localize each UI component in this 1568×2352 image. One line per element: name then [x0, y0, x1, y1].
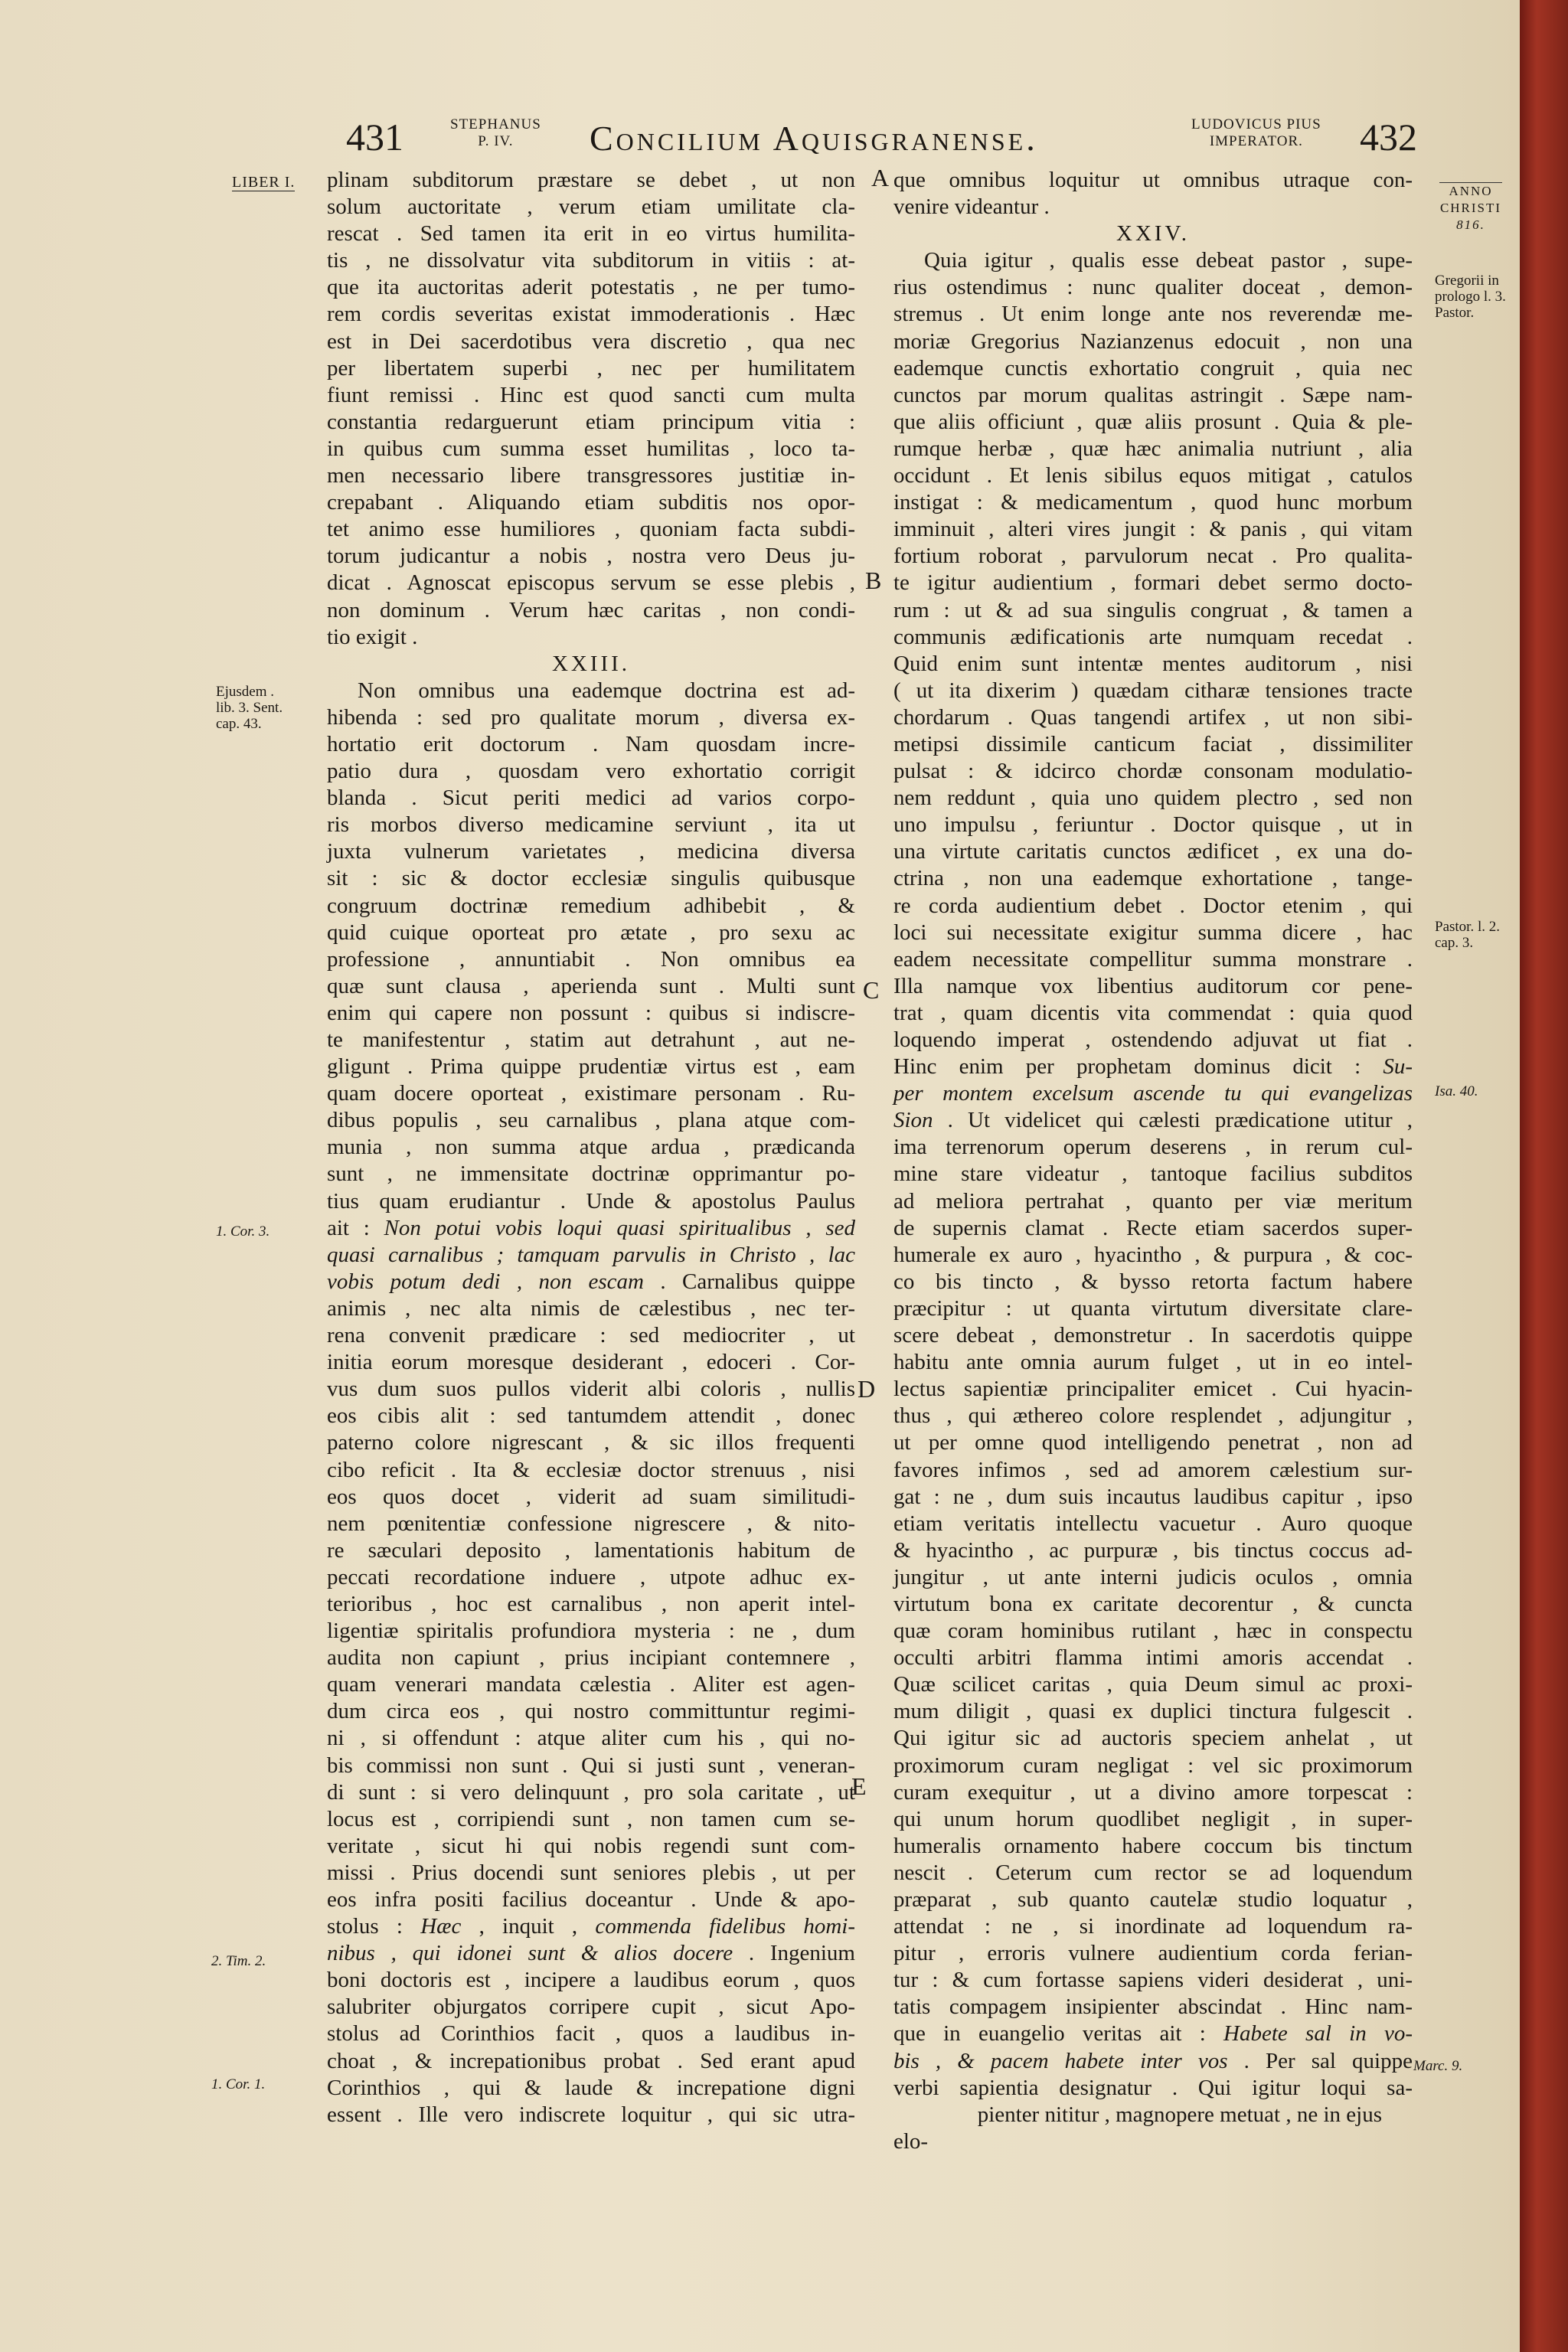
section-letter-d: D: [858, 1375, 876, 1403]
text-line: una virtute caritatis cunctos ædificet , ex una do-: [893, 839, 1413, 864]
page-number-left: 431: [346, 116, 403, 158]
margin-note-line: Pastor.: [1435, 305, 1475, 321]
text-line: nem reddunt , quia uno quidem plectro , sed non: [893, 786, 1413, 811]
text-line: eadem necessitate compellitur summa monstrare .: [893, 946, 1413, 972]
margin-note-line: cap. 3.: [1435, 935, 1474, 951]
running-head-right: [1191, 116, 1321, 150]
text-line: lectus sapientiæ principaliter emicet . Cui hyacin-: [893, 1377, 1413, 1402]
text-line: tatis compagem insipienter abscindat . Hinc nam-: [893, 1994, 1413, 2020]
text-line: terioribus , hoc est carnalibus , non aperit intel-: [327, 1591, 855, 1616]
text-line: jungitur , ut ante interni judicis oculos , omnia: [893, 1564, 1413, 1589]
text-line: choat , & increpationibus probat . Sed erant apud: [327, 2048, 855, 2073]
text-line: rum : ut & ad sua singulis congruat , & tamen a: [893, 597, 1413, 622]
text-line: tis , ne dissolvatur vita subditorum in vitiis : at-: [327, 248, 855, 273]
text-line: Sion . Ut videlicet qui cælesti prædicatione utitur ,: [893, 1108, 1413, 1133]
margin-note-tim: 2. Tim. 2.: [211, 1953, 266, 1969]
text-line: gligunt . Prima quippe prudentiæ virtus est , eam: [327, 1054, 855, 1080]
text-line: cibo reficit . Ita & ecclesiæ doctor strenuus , nisi: [327, 1457, 855, 1482]
text-line: quæ sunt clausa , aperienda sunt . Multi sunt: [327, 973, 855, 998]
section-letter-e: E: [851, 1772, 867, 1800]
margin-note-line: Ejusdem .: [216, 684, 274, 700]
text-line: nescit . Ceterum cum rector se ad loquendum: [893, 1860, 1413, 1885]
text-line: rena convenit prædicare : sed mediocriter , ut: [327, 1323, 855, 1348]
margin-note-gregorii: [1435, 273, 1506, 321]
text-line: re corda audientium debet . Doctor etenim , qui: [893, 893, 1413, 918]
margin-note-pastor: [1435, 919, 1500, 951]
text-line: eos infra positi facilius doceantur . Unde & apo-: [327, 1887, 855, 1912]
text-line: pitur , erroris vulnere audientium corda ferian-: [893, 1941, 1413, 1966]
margin-note-line: Gregorii in: [1435, 273, 1499, 289]
text-line: communis ædificationis arte numquam recedat .: [893, 624, 1413, 649]
text-column-left: [327, 167, 855, 2128]
text-line: trat , quam dicentis vita commendat : quia quod: [893, 1000, 1413, 1025]
book-spine-edge: [1520, 0, 1568, 2352]
text-line: occidunt . Et lenis sibilus equos mitigat , catulos: [893, 463, 1413, 488]
text-line: Quia igitur , qualis esse debeat pastor , supe-: [924, 248, 1413, 273]
text-line: mum diligit , quasi ex duplici tinctura fulgescit .: [893, 1699, 1413, 1724]
text-line: patio dura , quosdam vero exhortatio corrigit: [327, 759, 855, 784]
text-line: chordarum . Quas tangendi artifex , ut non sibi-: [893, 704, 1413, 730]
text-line: que aliis officiunt , quæ aliis prosunt . Quia & ple-: [893, 409, 1413, 434]
text-line: & hyacintho , ac purpuræ , bis tinctus coccus ad-: [893, 1537, 1413, 1563]
text-line: di sunt : si vero delinquunt , pro sola caritate , ut: [327, 1779, 855, 1805]
text-line: non dominum . Verum hæc caritas , non condi-: [327, 597, 855, 622]
margin-note-line: lib. 3. Sent.: [216, 700, 283, 716]
text-line: pienter nititur , magnopere metuat , ne in ejus: [977, 2102, 1382, 2127]
text-line: Corinthios , qui & laude & increpatione digni: [327, 2075, 855, 2100]
margin-note-isa: Isa. 40.: [1435, 1083, 1478, 1099]
text-line: sunt , ne immensitate doctrinæ opprimantur po-: [327, 1161, 855, 1187]
text-line: Hinc enim per prophetam dominus dicit : Su-: [893, 1054, 1413, 1080]
text-line: te manifestentur , statim aut detrahunt , aut ne-: [327, 1027, 855, 1052]
text-line: ctrina , non una eademque exhortatione , tange-: [893, 866, 1413, 891]
text-line: quam venerari mandata cælestia . Aliter est agen-: [327, 1672, 855, 1697]
text-line: de supernis clamat . Recte etiam sacerdos super-: [893, 1215, 1413, 1240]
text-line: moriæ Gregorius Nazianzenus edocuit , non una: [893, 328, 1413, 354]
margin-note-marc: Marc. 9.: [1413, 2058, 1463, 2074]
text-line: verbi sapientia designatur . Qui igitur loqui sa-: [893, 2075, 1413, 2100]
text-line: virtutum bona ex caritate decorentur , & cuncta: [893, 1591, 1413, 1616]
text-line: cunctos par morum qualitas astringit . Sæpe nam-: [893, 382, 1413, 407]
text-line: torum judicantur a nobis , nostra vero Deus ju-: [327, 544, 855, 569]
text-line: etiam veritatis intellectu vacuetur . Auro quoque: [893, 1511, 1413, 1536]
text-line: stolus ad Corinthios facit , quos a laudibus in-: [327, 2021, 855, 2047]
text-line: pulsat : & idcirco chordæ consonam modulatio-: [893, 759, 1413, 784]
text-line: initia eorum moresque desiderant , edoceri . Cor-: [327, 1350, 855, 1375]
text-line: ligentiæ spiritalis profundiora mysteria : ne , dum: [327, 1619, 855, 1644]
page-number-right: 432: [1360, 116, 1417, 158]
text-line: quasi carnalibus ; tamquam parvulis in Christo , lac: [327, 1242, 855, 1267]
section-letter-b: B: [865, 567, 882, 594]
text-line: stremus . Ut enim longe ante nos reverendæ me-: [893, 302, 1413, 327]
margin-anno: ANNO: [1449, 184, 1493, 198]
text-line: que ita auctoritas aderit potestatis , ne per tumo-: [327, 275, 855, 300]
text-line: bis commissi non sunt . Qui si justi sunt , veneran-: [327, 1753, 855, 1778]
text-line: re sæculari deposito , lamentationis habitum de: [327, 1537, 855, 1563]
text-line: fortium roborat , parvulorum necat . Pro qualita-: [893, 544, 1413, 569]
text-line: quæ coram hominibus rutilant , hæc in conspectu: [893, 1619, 1413, 1644]
text-line: eos quos docet , viderit ad suam similitudi-: [327, 1484, 855, 1509]
margin-note-ejusdem: [216, 684, 283, 732]
text-line: eos cibis alit : sed tantumdem attendit , donec: [327, 1403, 855, 1429]
text-line: salubriter objurgatos corripere cupit , sicut Apo-: [327, 1994, 855, 2020]
text-line: essent . Ille vero indiscrete loquitur , qui sic utra-: [327, 2102, 855, 2127]
margin-note-line: cap. 43.: [216, 716, 262, 732]
text-line: ( ut ita dixerim ) quædam citharæ tensiones tracte: [893, 678, 1413, 703]
text-line: ait : Non potui vobis loqui quasi spiritualibus , sed: [327, 1215, 855, 1240]
text-line: ima terrenorum operum deserens , in rerum cul-: [893, 1135, 1413, 1160]
text-line: tius quam erudiantur . Unde & apostolus Paulus: [327, 1188, 855, 1214]
text-line: proximorum curam negligat : vel sic proximorum: [893, 1753, 1413, 1778]
margin-note-cor-b: 1. Cor. 1.: [211, 2076, 266, 2092]
text-line: favores infimos , sed ad amorem cælestium sur-: [893, 1457, 1413, 1482]
text-line: per libertatem superbi , nec per humilitatem: [327, 355, 855, 381]
text-line: bis , & pacem habete inter vos . Per sal quippe: [893, 2048, 1413, 2073]
text-line: attendat : ne , si inordinate ad loquendum ra-: [893, 1914, 1413, 1939]
text-line: Quæ scilicet caritas , quia Deum simul ac proxi-: [893, 1672, 1413, 1697]
text-line: boni doctoris est , incipere a laudibus eorum , quos: [327, 1968, 855, 1993]
text-line: est in Dei sacerdotibus vera discretio , qua nec: [327, 328, 855, 354]
text-line: rumque herbæ , quæ hæc animalia nutriunt , alia: [893, 436, 1413, 461]
text-line: rescat . Sed tamen ita erit in eo virtus humilita-: [327, 221, 855, 247]
text-line: ni , si offendunt : atque aliter cum his , qui no-: [327, 1726, 855, 1751]
text-line: uno impulsu , feriuntur . Doctor quisque , ut in: [893, 812, 1413, 838]
text-line: Quid enim sunt intentæ mentes auditorum , nisi: [893, 651, 1413, 676]
text-line: rius ostendimus : nunc qualiter doceat , demon-: [893, 275, 1413, 300]
text-line: audita non capiunt , prius incipiant contemnere ,: [327, 1645, 855, 1671]
section-letter-a: A: [871, 164, 890, 191]
text-line: tio exigit .: [327, 624, 418, 649]
text-line: hibenda : sed pro qualitate morum , diversa ex-: [327, 704, 855, 730]
text-line: vobis potum dedi , non escam . Carnalibus quippe: [327, 1269, 855, 1294]
text-line: locus est , corripiendi sunt , non tamen cum se-: [327, 1806, 855, 1831]
text-line: rem cordis severitas existat immoderationis . Hæc: [327, 302, 855, 327]
margin-note-line: prologo l. 3.: [1435, 289, 1506, 305]
text-line: sit : sic & doctor ecclesiæ singulis quibusque: [327, 866, 855, 891]
text-line: quam docere oporteat , existimare personam . Ru-: [327, 1081, 855, 1106]
text-line: XXIII.: [551, 651, 631, 676]
text-line: dicat . Agnoscat episcopus servum se esse plebis ,: [327, 570, 855, 596]
running-head-left-line-1: STEPHANUS: [450, 116, 541, 132]
text-line: XXIV.: [1116, 221, 1190, 247]
margin-note-cor: 1. Cor. 3.: [216, 1223, 270, 1240]
text-line: Non omnibus una eademque doctrina est ad-: [358, 678, 855, 703]
text-line: dibus populis , seu carnalibus , plana atque com-: [327, 1108, 855, 1133]
text-line: que omnibus loquitur ut omnibus utraque con-: [893, 168, 1413, 192]
text-line: constantia redarguerunt etiam principum vitia :: [327, 409, 855, 434]
text-line: præcipitur : ut quanta virtutum diversitate clare-: [893, 1295, 1413, 1321]
text-line: metipsi dissimile canticum faciat , dissimiliter: [893, 731, 1413, 756]
text-line: eademque cunctis exhortatio congruit , quia nec: [893, 355, 1413, 381]
text-line: co bis tincto , & bysso retorta factum habere: [893, 1269, 1413, 1294]
margin-note-line: Pastor. l. 2.: [1435, 919, 1500, 935]
text-line: tur : & cum fortasse sapiens videri desiderat , uni-: [893, 1968, 1413, 1993]
text-line: gat : ne , dum suis incautus laudibus capitur , ipso: [893, 1484, 1413, 1509]
text-line: blanda . Sicut periti medici ad varios corpo-: [327, 786, 855, 811]
text-line: que in euangelio veritas ait : Habete sal in vo-: [893, 2021, 1413, 2047]
text-line: ris morbos diverso medicamine serviunt , ita ut: [327, 812, 855, 838]
text-line: plinam subditorum præstare se debet , ut non: [327, 168, 855, 192]
running-head-right-line-1: LUDOVICUS PIUS: [1191, 116, 1321, 132]
text-line: loci sui necessitate exigitur summa dicere , hac: [893, 920, 1413, 945]
text-line: fiunt remissi . Hinc est quod sancti cum multa: [327, 382, 855, 407]
text-line: animis , nec alta nimis de cælestibus , nec ter-: [327, 1295, 855, 1321]
text-line: imminuit , alteri vires jungit : & panis , qui vitam: [893, 517, 1413, 542]
page-title: Concilium Aquisgranense.: [590, 119, 1038, 158]
text-column-right: [893, 167, 1413, 2155]
text-line: scere debeat , demonstretur . In sacerdotis quippe: [893, 1323, 1413, 1348]
text-line: missi . Prius docendi sunt seniores plebis , ut per: [327, 1860, 855, 1885]
text-line: thus , qui æthereo colore resplendet , adjungitur ,: [893, 1403, 1413, 1429]
text-line: qui unum horum quodlibet negligit , in super-: [893, 1806, 1413, 1831]
text-line: elo-: [893, 2128, 929, 2154]
text-line: enim qui capere non possunt : quibus si indiscre-: [327, 1000, 855, 1025]
section-letter-c: C: [863, 976, 880, 1004]
text-line: munia , non summa atque ardua , prædicanda: [327, 1135, 855, 1160]
text-line: Qui igitur sic ad auctoris speciem anhelat , ut: [893, 1726, 1413, 1751]
text-line: congruum doctrinæ remedium adhibebit , &: [327, 893, 855, 918]
text-line: hortatio erit doctorum . Nam quosdam incre-: [327, 731, 855, 756]
text-line: curam exequitur , ut a divino amore torpescat :: [893, 1779, 1413, 1805]
text-line: ut per omne quod intelligendo penetrat , non ad: [893, 1430, 1413, 1455]
text-line: nibus , qui idonei sunt & alios docere . Ingenium: [327, 1941, 855, 1966]
margin-book-label: LIBER I.: [232, 174, 296, 191]
margin-christi: CHRISTI: [1439, 201, 1502, 215]
text-line: stolus : Hæc , inquit , commenda fidelibus homi-: [327, 1914, 856, 1939]
text-line: humerale ex auro , hyacintho , & purpura , & coc-: [893, 1242, 1413, 1267]
running-head-left-line-2: P. IV.: [478, 133, 514, 149]
text-line: ad meliora pertrahat , quanto per viæ meritum: [893, 1188, 1413, 1214]
text-line: occulti arbitri flamma intimi amoris accendat .: [893, 1645, 1413, 1671]
text-line: venire videantur .: [893, 194, 1050, 220]
running-head-right-line-2: IMPERATOR.: [1209, 133, 1303, 149]
text-line: instigat : & medicamentum , quod hunc morbum: [893, 490, 1413, 515]
text-line: te igitur audientium , formari debet sermo docto-: [893, 570, 1413, 596]
text-line: per montem excelsum ascende tu qui evangelizas: [893, 1081, 1413, 1106]
text-line: solum auctoritate , verum etiam umilitate cla-: [327, 194, 855, 220]
text-line: men necessario libere transgressores justitiæ in-: [327, 463, 855, 488]
text-line: præparat , sub quanto cautelæ studio loquatur ,: [893, 1887, 1413, 1912]
text-line: veritate , sicut hi qui nobis regendi sunt com-: [327, 1833, 855, 1858]
text-line: peccati recordatione induere , utpote adhuc ex-: [327, 1564, 855, 1589]
text-line: crepabant . Aliquando etiam subditis nos opor-: [327, 490, 855, 515]
running-head-left: [450, 116, 541, 150]
text-line: in quibus cum summa esset humilitas , loco ta-: [327, 436, 855, 461]
text-line: dum circa eos , qui nostro committuntur regimi-: [327, 1699, 855, 1724]
text-line: habitu ante omnia aurum fulget , ut in eo intel-: [893, 1350, 1413, 1375]
text-line: juxta vulnerum varietates , medicina diversa: [327, 839, 855, 864]
text-line: professione , annuntiabit . Non omnibus ea: [327, 946, 855, 972]
margin-year-box: [1439, 182, 1502, 234]
text-line: vus dum suos pullos viderit albi coloris , nullis: [327, 1377, 855, 1402]
text-line: tet animo esse humiliores , quoniam facta subdi-: [327, 517, 855, 542]
text-line: paterno colore nigrescant , & sic illos frequenti: [327, 1430, 855, 1455]
text-line: loquendo imperat , ostendendo adjuvat ut fiat .: [893, 1027, 1413, 1052]
text-line: quid cuique oporteat pro ætate , pro sexu ac: [327, 920, 855, 945]
margin-year: 816.: [1456, 217, 1485, 232]
text-line: Illa namque vox libentius auditorum cor pene-: [893, 973, 1413, 998]
text-line: humeralis ornamento habere coccum bis tinctum: [893, 1833, 1413, 1858]
text-line: nem pœnitentiæ confessione nigrescere , & nito-: [327, 1511, 855, 1536]
text-line: mine stare videatur , tantoque facilius subditos: [893, 1161, 1413, 1187]
